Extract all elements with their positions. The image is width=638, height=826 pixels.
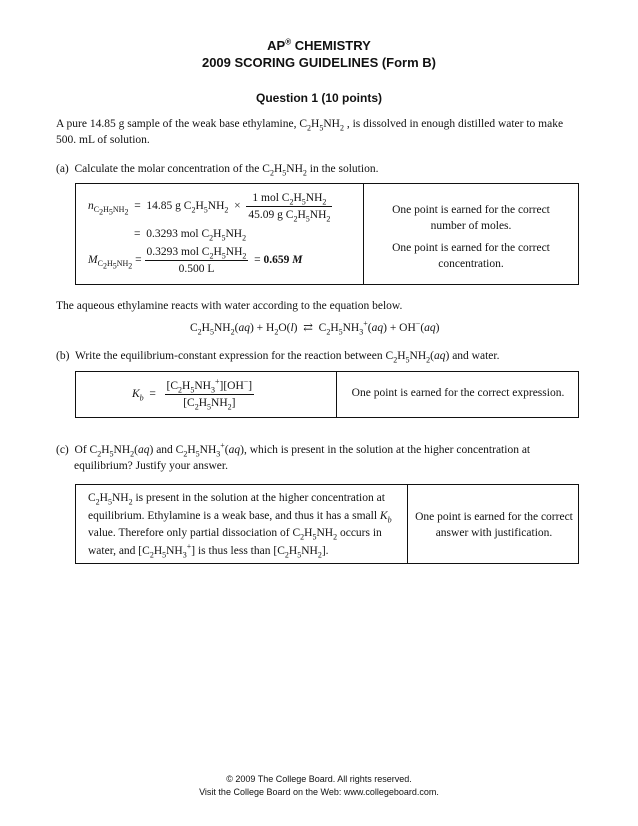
box-divider bbox=[363, 184, 364, 284]
reaction-equation: $C_2H_5NH_2(aq) + H_2O(l)$ ⇄ $C_2H_5NH_3^+(aq) + OH^-(aq)$ bbox=[190, 319, 440, 337]
intro-text: A pure 14.85 g sample of the weak base ethylamine, $C_2H_5NH_2$ , is dissolved in enough distilled water to make 500. mL of solution. bbox=[56, 118, 564, 146]
page-title: AP® CHEMISTRY bbox=[267, 37, 371, 53]
part-b-prompt: (b) Write the equilibrium-constant expression for the reaction between $C_2H_5NH_2(aq)$ and water. bbox=[56, 350, 500, 365]
part-b-point: One point is earned for the correct expression. bbox=[351, 387, 565, 399]
box-divider bbox=[407, 485, 408, 563]
page-subtitle: 2009 SCORING GUIDELINES (Form B) bbox=[201, 55, 437, 70]
question-heading: Question 1 (10 points) bbox=[255, 91, 382, 105]
moles-calculation: $n_{C_2H_5NH_2} = 14.85$ g $C_2H_5NH_2$ × $\frac{1 mol C_2H_5NH_2}{45.09 g C_2H_5NH_2}$ bbox=[88, 192, 331, 224]
footer-copyright: © 2009 The College Board. All rights reserved. bbox=[226, 774, 412, 784]
footer-website: Visit the College Board on the Web: www.collegeboard.com. bbox=[199, 787, 439, 797]
part-a-point-concentration: One point is earned for the correct concentration. bbox=[392, 242, 550, 270]
kb-expression: $K_b$ = $\frac{[C_2H_5NH_3^+][OH^-]}{[C_2H_5NH_2]}$ bbox=[132, 377, 253, 412]
molarity-calculation: $M_{C_2H_5NH_2}$ = $\frac{0.3293 mol C_2H_5NH_2}{0.500 L}$ = 0.659 M bbox=[88, 246, 303, 275]
part-b-box bbox=[75, 371, 579, 418]
box-divider bbox=[336, 372, 337, 417]
part-a-prompt: (a) Calculate the molar concentration of the $C_2H_5NH_2$ in the solution. bbox=[56, 163, 379, 178]
part-a-box bbox=[75, 183, 579, 285]
moles-result: = 0.3293 mol $C_2H_5NH_2$ bbox=[134, 228, 247, 243]
kb-fraction: $\frac{[C_2H_5NH_3^+][OH^-]}{[C_2H_5NH_2]}$ bbox=[166, 377, 253, 412]
part-c-point: One point is earned for the correct answer with justification. bbox=[415, 511, 573, 539]
part-c-answer: $C_2H_5NH_2$ is present in the solution at the higher concentration at equilibrium. Ethylamine is a weak base, and thus it has a small $K_b$ value. Therefore only partial dissociation of $C_2H_5NH_2$ occurs in water, and $[C_2H_5NH_3^+]$ is thus less than $[C_2H_5NH_2]$. bbox=[88, 492, 392, 559]
reaction-intro: The aqueous ethylamine reacts with water according to the equation below. bbox=[56, 300, 403, 312]
moles-fraction: $\frac{1 mol C_2H_5NH_2}{45.09 g C_2H_5NH_2}$ bbox=[248, 192, 331, 224]
part-c-box bbox=[75, 484, 579, 564]
part-c-prompt: (c) Of $C_2H_5NH_2(aq)$ and $C_2H_5NH_3^+(aq)$, which is present in the solution at the higher concentration at equilibrium? Justify your answer. bbox=[56, 441, 531, 472]
part-a-point-moles: One point is earned for the correct number of moles. bbox=[392, 204, 550, 232]
molarity-fraction: $\frac{0.3293 mol C_2H_5NH_2}{0.500 L}$ bbox=[146, 246, 247, 275]
